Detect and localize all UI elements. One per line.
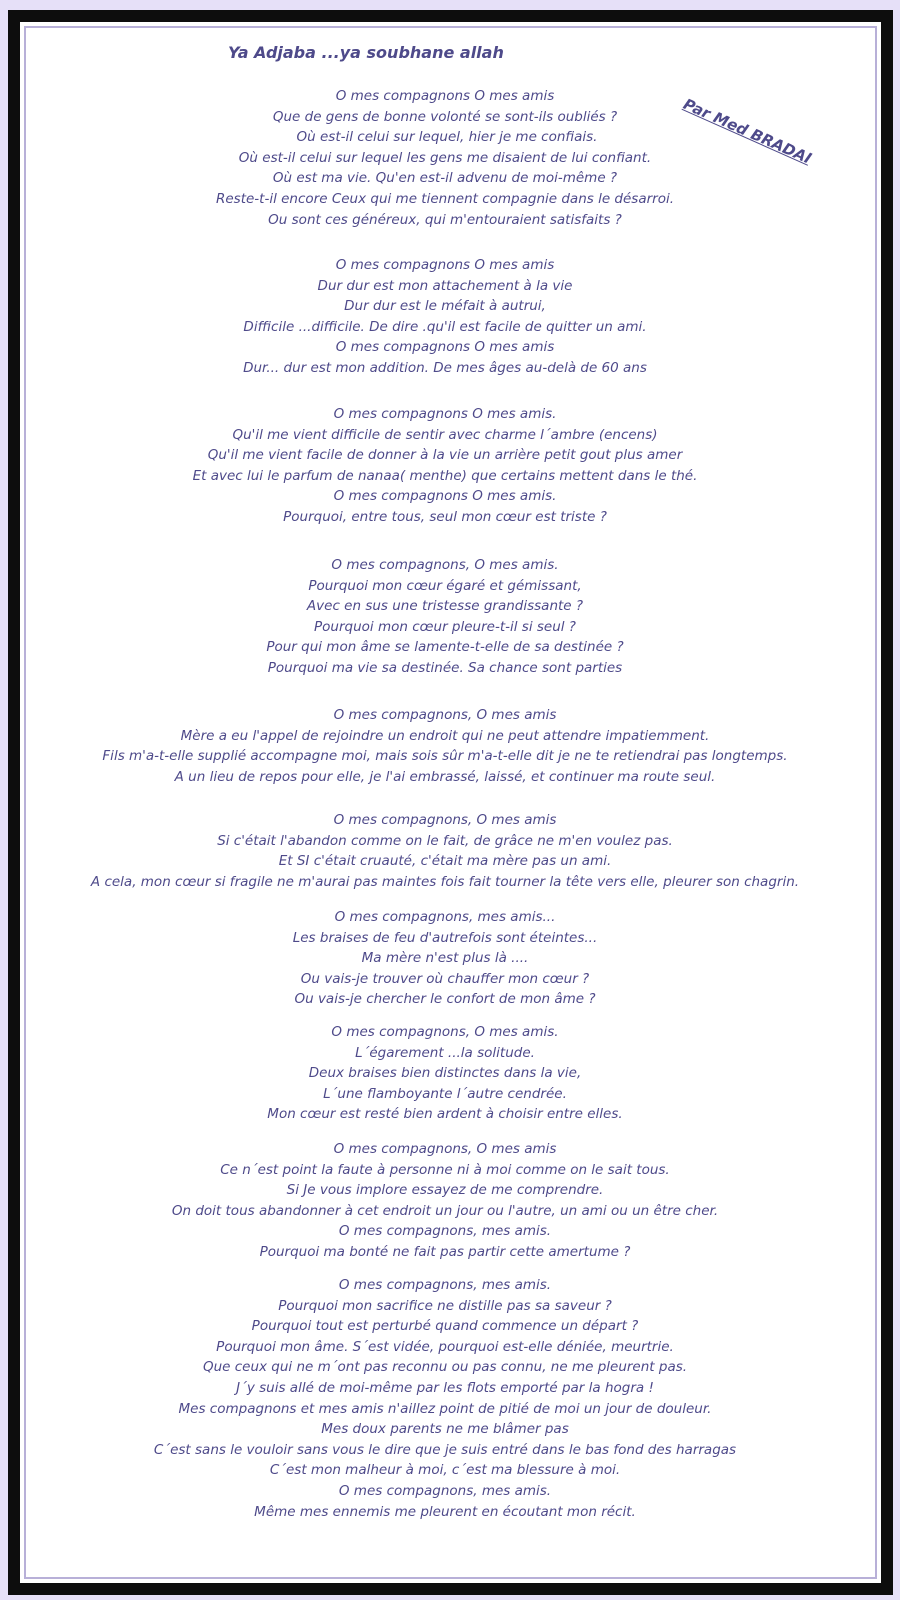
poem-line: Pourquoi mon âme. S´est vidée, pourquoi est-elle déniée, meurtrie. <box>216 1338 674 1355</box>
poem-line: Si c'était l'abandon comme on le fait, de grâce ne m'en voulez pas. <box>217 832 673 849</box>
poem-line: O mes compagnons, O mes amis. <box>331 1024 559 1040</box>
poem-line: Mère a eu l'appel de rejoindre un endroit qui ne peut attendre impatiemment. <box>180 727 710 744</box>
poem-line: Mes doux parents ne me blâmer pas <box>321 1421 569 1438</box>
poem-line: Ma mère n'est plus là .... <box>361 950 529 967</box>
poem-line: Dur dur est mon attachement à la vie <box>317 277 573 294</box>
poem-line: O mes compagnons O mes amis <box>335 88 555 104</box>
poem-line: O mes compagnons, O mes amis. <box>331 557 559 573</box>
poem-line: Ou vais-je chercher le confort de mon âme ? <box>294 991 596 1008</box>
poem-line: Et avec lui le parfum de nanaa( menthe) que certains mettent dans le thé. <box>192 467 698 484</box>
poem-line: Où est ma vie. Qu'en est-il advenu de moi-même ? <box>272 170 618 187</box>
poem-line: Deux braises bien distinctes dans la vie, <box>308 1065 582 1082</box>
poem-line: Difficile ...difficile. De dire .qu'il est facile de quitter un ami. <box>243 318 647 335</box>
poem-line: Pourquoi mon cœur pleure-t-il si seul ? <box>314 618 576 635</box>
poem-line: A un lieu de repos pour elle, je l'ai embrassé, laissé, et continuer ma route seul. <box>174 768 716 785</box>
poem-line: Pourquoi mon cœur égaré et gémissant, <box>308 577 582 594</box>
poem-line: Pourquoi tout est perturbé quand commence un départ ? <box>251 1318 639 1335</box>
poem-line: Ou sont ces généreux, qui m'entouraient satisfaits ? <box>268 211 622 228</box>
author-signature: Par Med BRADAI <box>680 95 815 168</box>
poem-line: O mes compagnons, mes amis. <box>338 1483 552 1499</box>
poem-line: On doit tous abandonner à cet endroit un jour ou l'autre, un ami ou un être cher. <box>171 1202 719 1219</box>
poem-line: Si Je vous implore essayez de me comprendre. <box>286 1182 604 1199</box>
poem-line: L´une flamboyante l´autre cendrée. <box>323 1085 567 1102</box>
poem-line: O mes compagnons O mes amis. <box>333 406 557 422</box>
poem-line: O mes compagnons, mes amis. <box>338 1223 552 1240</box>
poem-line: Dur dur est le méfait à autrui, <box>344 298 546 315</box>
poem-line: Mes compagnons et mes amis n'aillez point de pitié de moi un jour de douleur. <box>178 1400 712 1417</box>
poem-line: Dur... dur est mon addition. De mes âges au-delà de 60 ans <box>243 360 647 376</box>
poem-line: Avec en sus une tristesse grandissante ? <box>306 598 584 615</box>
poem-line: Que de gens de bonne volonté se sont-ils oubliés ? <box>272 108 618 125</box>
poem-line: Où est-il celui sur lequel, hier je me confiais. <box>296 129 598 146</box>
poem-line: Mon cœur est resté bien ardent à choisir entre elles. <box>267 1106 623 1123</box>
poem-line: O mes compagnons O mes amis <box>335 257 555 273</box>
poem-line: C´est mon malheur à moi, c´est ma blessure à moi. <box>269 1462 621 1479</box>
poem-line: C´est sans le vouloir sans vous le dire que je suis entré dans le bas fond des harragas <box>153 1441 737 1458</box>
poem-line: Et SI c'était cruauté, c'était ma mère pas un ami. <box>278 853 612 870</box>
poem-line: J´y suis allé de moi-même par les flots emporté par la hogra ! <box>236 1380 654 1396</box>
poem-line: Reste-t-il encore Ceux qui me tiennent compagnie dans le désarroi. <box>215 191 675 207</box>
poem-line: O mes compagnons O mes amis. <box>333 488 557 505</box>
poem-line: Pourquoi ma bonté ne fait pas partir cette amertume ? <box>259 1244 631 1260</box>
poem-line: O mes compagnons O mes amis <box>335 339 555 356</box>
poem-line: Que ceux qui ne m´ont pas reconnu ou pas connu, ne me pleurent pas. <box>202 1359 688 1376</box>
poem-line: Où est-il celui sur lequel les gens me disaient de lui confiant. <box>238 149 652 166</box>
poem-line: L´égarement ...la solitude. <box>355 1044 535 1061</box>
poem-line: Pour qui mon âme se lamente-t-elle de sa destinée ? <box>266 639 624 656</box>
poem-line: Pourquoi ma vie sa destinée. Sa chance sont parties <box>267 660 623 676</box>
poem-line: O mes compagnons, O mes amis <box>333 1141 557 1157</box>
poem-line: A cela, mon cœur si fragile ne m'aurai pas maintes fois fait tourner la tête vers elle, pleurer son chagrin. <box>90 873 800 890</box>
poem-line: Pourquoi, entre tous, seul mon cœur est triste ? <box>283 509 607 525</box>
poem-title: Ya Adjaba ...ya soubhane allah <box>228 43 504 62</box>
poem-line: O mes compagnons, O mes amis <box>333 707 557 723</box>
poem-line: Ce n´est point la faute à personne ni à moi comme on le sait tous. <box>220 1161 670 1178</box>
poem-line: Fils m'a-t-elle supplié accompagne moi, mais sois sûr m'a-t-elle dit je ne te retiendrai pas longtemps. <box>102 748 788 765</box>
poem-line: O mes compagnons, O mes amis <box>333 812 557 828</box>
poem-line: Ou vais-je trouver où chauffer mon cœur ? <box>300 970 590 987</box>
poem-line: O mes compagnons, mes amis. <box>338 1277 552 1293</box>
poem-line: Même mes ennemis me pleurent en écoutant mon récit. <box>254 1503 636 1520</box>
poem-line: Qu'il me vient difficile de sentir avec charme l´ambre (encens) <box>232 426 658 443</box>
poem-line: Les braises de feu d'autrefois sont éteintes... <box>292 929 598 946</box>
poem-line: Pourquoi mon sacrifice ne distille pas sa saveur ? <box>278 1297 612 1314</box>
poem-line: O mes compagnons, mes amis... <box>334 909 556 925</box>
poem-line: Qu'il me vient facile de donner à la vie un arrière petit gout plus amer <box>207 447 683 464</box>
